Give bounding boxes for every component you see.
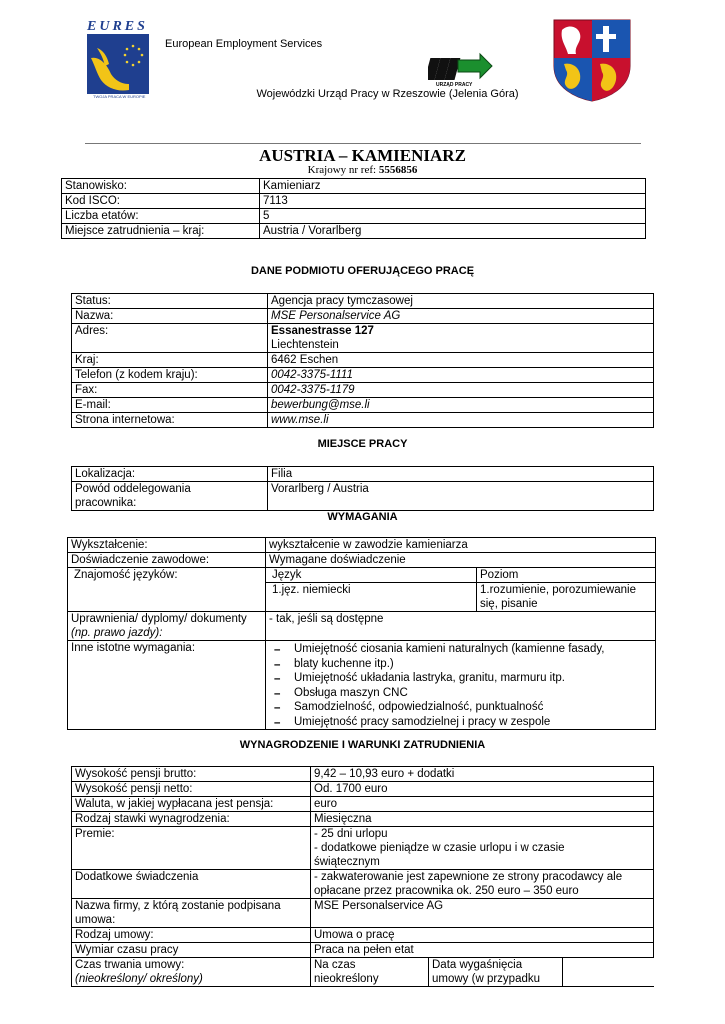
expiry-cell [429, 958, 654, 987]
list-item: – blaty kuchenne itp.) [269, 657, 652, 672]
bonus-line-1: - 25 dni urlopu [314, 828, 388, 840]
level-line-1: 1.rozumienie, porozumiewanie [480, 584, 636, 596]
email-link[interactable]: bewerbung@mse.li [268, 398, 654, 413]
cell-label: Liczba etatów: [62, 209, 260, 224]
expiry-line-1: Data wygaśnięcia [432, 959, 523, 971]
other-requirements-value [266, 641, 656, 730]
net-label: Wysokość pensji netto: [72, 782, 311, 797]
currency-value: euro [311, 797, 654, 812]
name-label: Nazwa: [72, 309, 268, 324]
duration-options: (nieokreślony/ określony) [75, 973, 203, 985]
address-label: Adres: [72, 324, 268, 353]
cell-value: Kamieniarz [260, 179, 646, 194]
cell-label: Kod ISCO: [62, 194, 260, 209]
duration-label [72, 958, 311, 987]
urzad-pracy-logo-text: URZĄD PRACY [436, 82, 473, 88]
list-item: – Umiejętność ciosania kamieni naturalnych (kamienne fasady, [269, 642, 652, 657]
requirements-table [67, 537, 656, 730]
eures-logo-text: EURES [87, 19, 148, 34]
benefits-line-1: - zakwaterowanie jest zapewnione ze strony pracodawcy ale [314, 871, 623, 883]
benefits-line-2: opłacane przez pracownika ok. 250 euro – 350 euro [314, 885, 579, 897]
company-label-line-1: Nazwa firmy, z którą zostanie podpisana [75, 900, 281, 912]
contract-label: Rodzaj umowy: [72, 928, 311, 943]
list-item: – Obsługa maszyn CNC [269, 686, 652, 701]
table-row [62, 179, 646, 194]
reason-label-line-2: pracownika: [75, 497, 137, 509]
licenses-label [68, 612, 266, 641]
status-label: Status: [72, 294, 268, 309]
address-line-1: Essanestrasse 127 [271, 325, 374, 337]
gross-value: 9,42 – 10,93 euro + dodatki [311, 767, 654, 782]
reason-label [72, 482, 268, 511]
bonus-label: Premie: [72, 827, 311, 870]
table-row [62, 194, 646, 209]
rate-value: Miesięczna [311, 812, 654, 827]
org-name: European Employment Services [165, 38, 323, 50]
language-1: 1.jęz. niemiecki [266, 583, 477, 612]
ref-value: 5556856 [378, 164, 418, 176]
list-item: – Umiejętność pracy samodzielnej i pracy w zespole [269, 715, 652, 730]
reason-label-line-1: Powód oddelegowania [75, 483, 191, 495]
contract-value: Umowa o pracę [311, 928, 654, 943]
ref-label: Krajowy nr ref: [307, 164, 377, 176]
duration-label-line-1: Czas trwania umowy: [75, 959, 185, 971]
requirements-list [269, 642, 652, 729]
employer-table [71, 293, 654, 428]
fax-value: 0042-3375-1179 [268, 383, 654, 398]
reference-number [0, 164, 725, 176]
net-value: Od. 1700 euro [311, 782, 654, 797]
rate-label: Rodzaj stawki wynagrodzenia: [72, 812, 311, 827]
education-label: Wykształcenie: [68, 538, 266, 553]
company-value: MSE Personalservice AG [311, 899, 654, 928]
reason-value: Vorarlberg / Austria [268, 482, 654, 511]
bonus-line-2: - dodatkowe pieniądze w czasie urlopu i w czasie [314, 842, 565, 854]
website-link[interactable]: www.mse.li [268, 413, 654, 428]
page-title: AUSTRIA – KAMIENIARZ [259, 146, 466, 165]
country-value: 6462 Eschen [268, 353, 654, 368]
cell-value: Austria / Vorarlberg [260, 224, 646, 239]
language-col-header: Język [266, 568, 477, 583]
other-requirements-label: Inne istotne wymagania: [68, 641, 266, 730]
company-label-line-2: umowa: [75, 914, 116, 926]
benefits-label: Dodatkowe świadczenia [72, 870, 311, 899]
currency-label: Waluta, w jakiej wypłacana jest pensja: [72, 797, 311, 812]
licenses-label-line-2: (np. prawo jazdy): [71, 627, 163, 639]
cell-label: Miejsce zatrudnienia – kraj: [62, 224, 260, 239]
header-divider [85, 143, 641, 144]
bonus-value [311, 827, 654, 870]
company-label [72, 899, 311, 928]
list-item: – Umiejętność układania lastryka, granitu, marmuru itp. [269, 671, 652, 686]
bonus-line-3: świątecznym [314, 856, 380, 868]
languages-label: Znajomość języków: [68, 568, 266, 612]
job-table [61, 178, 646, 239]
duration-label-line-2 [75, 972, 307, 986]
experience-value: Wymagane doświadczenie [266, 553, 656, 568]
cell-label: Stanowisko: [62, 179, 260, 194]
eures-tagline: TWOJA PRACA W EUROPIE [93, 94, 146, 99]
workplace-heading: MIEJSCE PRACY [317, 438, 408, 450]
cell-value: 7113 [260, 194, 646, 209]
salary-heading: WYNAGRODZENIE I WARUNKI ZATRUDNIENIA [239, 739, 486, 751]
urzad-pracy-logo [428, 52, 494, 88]
duration-line-2: nieokreślony [314, 973, 379, 985]
expiry-line-2: umowy (w przypadku [432, 973, 541, 985]
workplace-table [71, 466, 654, 511]
hours-label: Wymiar czasu pracy [72, 943, 311, 958]
name-value: MSE Personalservice AG [268, 309, 654, 324]
website-label: Strona internetowa: [72, 413, 268, 428]
gross-label: Wysokość pensji brutto: [72, 767, 311, 782]
requirements-heading: WYMAGANIA [327, 511, 398, 523]
licenses-label-line-1: Uprawnienia/ dyplomy/ dokumenty [71, 613, 247, 625]
level-col-header: Poziom [477, 568, 656, 583]
table-row [62, 224, 646, 239]
status-value: Agencja pracy tymczasowej [268, 294, 654, 309]
office-name: Wojewódzki Urząd Pracy w Rzeszowie (Jelenia Góra) [256, 88, 519, 100]
duration-line-1: Na czas [314, 959, 356, 971]
address-value [268, 324, 654, 353]
duration-value [311, 958, 429, 987]
language-1-level [477, 583, 656, 612]
employer-heading: DANE PODMIOTU OFERUJĄCEGO PRACĘ [250, 265, 475, 277]
benefits-value [311, 870, 654, 899]
country-label: Kraj: [72, 353, 268, 368]
education-value: wykształcenie w zawodzie kamieniarza [266, 538, 656, 553]
hours-value: Praca na pełen etat [311, 943, 654, 958]
licenses-value: - tak, jeśli są dostępne [266, 612, 656, 641]
email-label: E-mail: [72, 398, 268, 413]
location-value: Filia [268, 467, 654, 482]
fax-label: Fax: [72, 383, 268, 398]
level-line-2: się, pisanie [480, 598, 538, 610]
cell-value: 5 [260, 209, 646, 224]
location-label: Lokalizacja: [72, 467, 268, 482]
phone-value: 0042-3375-1111 [268, 368, 654, 383]
table-row [62, 209, 646, 224]
salary-table [71, 766, 654, 987]
experience-label: Doświadczenie zawodowe: [68, 553, 266, 568]
address-line-2: Liechtenstein [271, 339, 339, 351]
phone-label: Telefon (z kodem kraju): [72, 368, 268, 383]
list-item: – Samodzielność, odpowiedzialność, punktualność [269, 700, 652, 715]
